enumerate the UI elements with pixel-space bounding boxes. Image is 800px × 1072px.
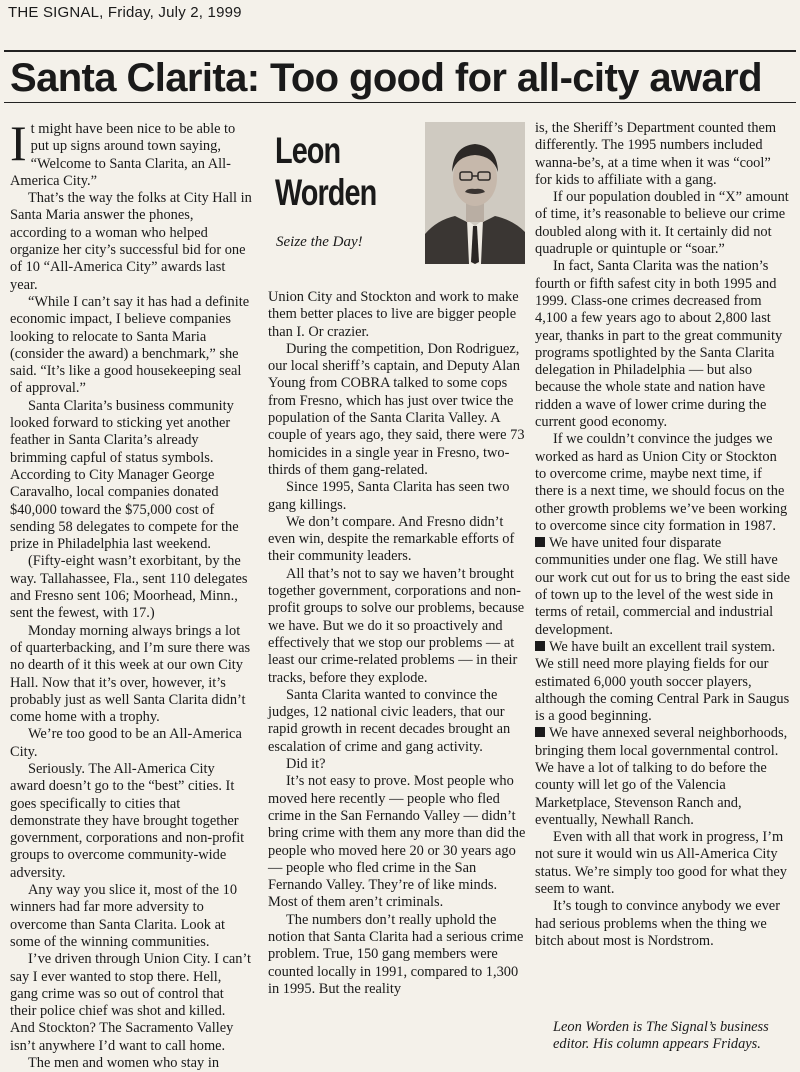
top-rule (4, 50, 796, 52)
paragraph: (Fifty-eight wasn’t exorbitant, by the way. Tallahassee, Fla., sent 110 delegates and Fresno sent 106; Moorhead, Minn., sent the fewest, with 17.) (10, 553, 248, 622)
headline: Santa Clarita: Too good for all-city award (10, 56, 762, 100)
square-bullet-icon (535, 641, 545, 651)
paragraph: Any way you slice it, most of the 10 winners had far more adversity to overcome than Santa Clarita. Look at some of the winning communities. (10, 882, 238, 950)
paragraph: The men and women who stay in (28, 1055, 220, 1072)
drop-cap: I (10, 115, 27, 171)
square-bullet-icon (535, 537, 545, 547)
paragraph: Santa Clarita wanted to convince the judges, 12 national civic leaders, that our rapid growth in recent decades brought an escalation of crime and gang activity. (268, 686, 511, 755)
paragraph: We don’t compare. And Fresno didn’t even win, despite the remarkable efforts of their community leaders. (268, 513, 515, 565)
paragraph: Seriously. The All-America City award doesn’t go to the “best” cities. It goes specifically to cities that demonstrate they have brought together government, corporations and non-profit groups to overcome community-wide adversity. (10, 760, 245, 881)
paragraph: Santa Clarita’s business community looked forward to sticking yet another feather in Santa Clarita’s already brimming capful of status symbols. According to City Manager George Caravalho, local companies donated $40,000 toward the $75,000 cost of sending 58 delegates to compete for the prize in Philadelphia last weekend. (10, 397, 239, 553)
paragraph: During the competition, Don Rodriguez, our local sheriff’s captain, and Deputy Alan Young from COBRA talked to some cops from Fresno, which has just over twice the population of the Santa Clarita Valley. A couple of years ago, they said, there were 73 homicides in a single year in Fresno, two-thirds of them gang-related. (268, 340, 525, 478)
paragraph: Union City and Stockton and work to make them better places to live are bigger people than I. Or crazier. (268, 289, 519, 340)
paragraph: “While I can’t say it has had a definite economic impact, I believe companies looking to relocate to Santa Maria (consider the award) a benchmark,” she said. “It’s like a good housekeeping seal of approval.” (10, 293, 250, 397)
paragraph: Even with all that work in progress, I’m not sure it would win us All-America City status. We’re simply too good for what they seem to want. (535, 829, 787, 898)
article-column-2 (268, 289, 526, 998)
paragraph: The numbers don’t really uphold the notion that Santa Clarita had a serious crime problem. True, 150 gang members were counted locally in 1991, compared to 1,300 in 1995. But the reality (268, 911, 524, 997)
paragraph: Since 1995, Santa Clarita has seen two gang killings. (268, 479, 510, 513)
article-column-1 (10, 115, 252, 1072)
bullet-paragraph: We have built an excellent trail system. We still need more playing fields for our estimated 6,000 youth soccer players, although the coming Central Park in Saugus is a good beginning. (535, 638, 790, 725)
paragraph: Monday morning always brings a lot of quarterbacking, and I’m sure there was no dearth of it this week at our own City Hall. Now that it’s over, however, it’s probably just as well Santa Clarita didn’t come home with a trophy. (10, 622, 251, 726)
paragraph: If we couldn’t convince the judges we worked as hard as Union City or Stockton to overcome crime, maybe next time, if there is a next time, we should focus on the other growth problems we’ve been working to overcome since city formation in 1987. (535, 431, 788, 534)
paragraph: That’s the way the folks at City Hall in Santa Maria answer the phones, according to a woman who helped organize her city’s successful bid for one of 10 “All-America City” awards last year. (10, 190, 252, 293)
columnist-name (275, 130, 392, 214)
bullet-paragraph: We have annexed several neighborhoods, bringing them local governmental control. We have a lot of talking to do before the county will let go of the Valencia Marketplace, Stevenson Ranch and, eventually, Newhall Ranch. (535, 725, 788, 828)
bullet-paragraph: We have united four disparate communities under one flag. We still have our work cut out for us to bring the east side of town up to the level of the west side in terms of retail, commercial and industrial development. (535, 535, 790, 638)
portrait-photo-icon (425, 122, 525, 264)
article-column-3 (535, 120, 791, 950)
column-tagline: Seize the Day! (276, 234, 363, 250)
paragraph: We’re too good to be an All-America City. (10, 726, 242, 760)
paragraph: It’s not easy to prove. Most people who moved here recently — people who fled crime in the San Fernando Valley — didn’t bring crime with them any more than did the people who moved here 20 or 30 years ago — people who fled crime in the San Fernando Valley. They’re of like minds. Most of them aren’t criminals. (268, 773, 526, 911)
columnist-first-name: Leon (275, 130, 341, 171)
dateline: THE SIGNAL, Friday, July 2, 1999 (8, 4, 242, 21)
columnist-last-name: Worden (275, 172, 377, 213)
paragraph: All that’s not to say we haven’t brought together government, corporations and non-profit groups to solve our problems, because we have. But we do it so proactively and effectively that we stop our problems — at least our crime-related problems — in their tracks, before they explode. (268, 565, 525, 686)
author-note: Leon Worden is The Signal’s business editor. His column appears Fridays. (553, 1019, 769, 1053)
columnist-photo (425, 122, 525, 264)
paragraph: is, the Sheriff’s Department counted them differently. The 1995 numbers included wanna-be’s, at a time when it was “cool” for kids to affiliate with a gang. (535, 120, 777, 188)
paragraph: If our population doubled in “X” amount of time, it’s reasonable to believe our crime doubled along with it. It certainly did not quadruple or quintuple or “soar.” (535, 189, 789, 258)
square-bullet-icon (535, 727, 545, 737)
paragraph: It’s tough to convince anybody we ever had serious problems when the thing we bitch about most is Nordstrom. (535, 898, 780, 949)
headline-rule (4, 102, 796, 103)
paragraph: Did it? (286, 756, 326, 773)
paragraph: I’ve driven through Union City. I can’t say I ever wanted to stop there. Hell, gang crime was so out of control that their police chief was shot and killed. And Stockton? The Sacramento Valley isn’t anywhere I’d want to call home. (10, 951, 252, 1054)
paragraph: It might have been nice to be able to put up signs around town saying, “Welcome to Santa Clarita, an All-America City.” (10, 115, 236, 189)
paragraph: In fact, Santa Clarita was the nation’s fourth or fifth safest city in both 1995 and 1999. Class-one crimes decreased from 4,100 a few years ago to about 2,800 last year, thanks in part to the great community programs spotlighted by the Santa Clarita delegation in Philadelphia — but also because the whole state and nation have ridden a wave of lower crime during the current good economy. (535, 258, 783, 431)
